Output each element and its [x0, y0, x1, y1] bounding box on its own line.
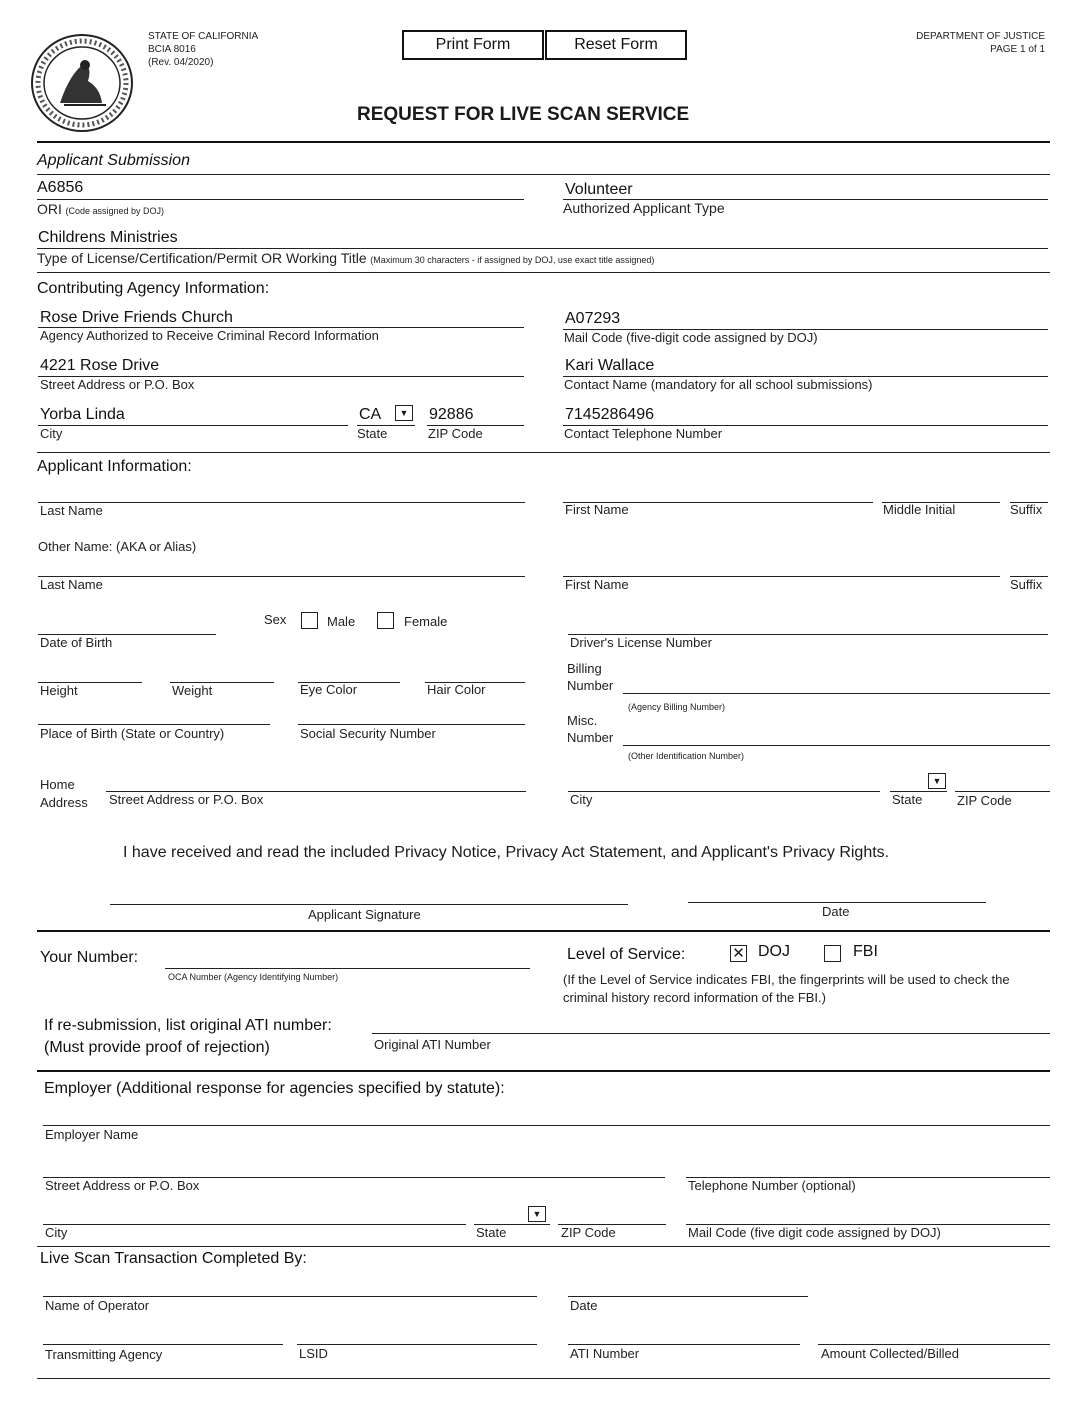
agency-name-field[interactable]: Rose Drive Friends Church — [40, 309, 233, 326]
alias-last-name-label: Last Name — [40, 577, 103, 592]
agency-name-label: Agency Authorized to Receive Criminal Record Information — [40, 328, 379, 343]
home-state-label: State — [892, 792, 923, 807]
privacy-statement: I have received and read the included Privacy Notice, Privacy Act Statement, and Applicant's Privacy Rights. — [123, 844, 890, 861]
employer-state-label: State — [476, 1225, 507, 1240]
misc-note: (Other Identification Number) — [628, 751, 745, 761]
employer-heading: Employer (Additional response for agencies specified by statute): — [44, 1080, 505, 1097]
header-page: PAGE 1 of 1 — [990, 44, 1045, 55]
level-of-service-label: Level of Service: — [567, 946, 686, 963]
sex-label: Sex — [264, 612, 287, 627]
agency-street-field[interactable]: 4221 Rose Drive — [40, 357, 160, 374]
transmitting-agency-label: Transmitting Agency — [45, 1347, 163, 1362]
agency-city-label: City — [40, 426, 63, 441]
mail-code-field[interactable]: A07293 — [565, 310, 621, 327]
pob-label: Place of Birth (State or Country) — [40, 726, 225, 741]
completed-date-label: Date — [570, 1298, 598, 1313]
print-form-button[interactable]: Print Form — [402, 30, 544, 60]
male-checkbox[interactable] — [301, 612, 318, 629]
ssn-label: Social Security Number — [300, 726, 436, 741]
home-street-label: Street Address or P.O. Box — [109, 792, 264, 807]
employer-zip-label: ZIP Code — [561, 1225, 616, 1240]
header-form-id: BCIA 8016 — [148, 44, 196, 55]
agency-zip-field[interactable]: 92886 — [429, 406, 474, 423]
misc-label: Misc. — [567, 713, 598, 728]
signature-label: Applicant Signature — [308, 907, 421, 922]
agency-state-dropdown-icon[interactable]: ▼ — [395, 405, 413, 421]
home-state-dropdown-icon[interactable]: ▼ — [928, 773, 946, 789]
home-label: Home — [40, 777, 75, 792]
employer-mail-code-label: Mail Code (five digit code assigned by DOJ) — [688, 1225, 941, 1240]
agency-city-field[interactable]: Yorba Linda — [40, 406, 125, 423]
operator-label: Name of Operator — [45, 1298, 150, 1313]
header-department: DEPARTMENT OF JUSTICE — [916, 31, 1045, 42]
agency-state-field[interactable]: CA — [359, 406, 382, 423]
resubmission-label: If re-submission, list original ATI number: — [44, 1017, 332, 1034]
amount-label: Amount Collected/Billed — [821, 1346, 960, 1361]
fbi-note-1: (If the Level of Service indicates FBI, the fingerprints will be used to check the — [563, 972, 1010, 987]
ori-field[interactable]: A6856 — [37, 179, 84, 196]
billing-note: (Agency Billing Number) — [628, 702, 726, 712]
your-number-label: Your Number: — [40, 949, 139, 966]
contact-name-label: Contact Name (mandatory for all school submissions) — [564, 377, 873, 392]
page-title: REQUEST FOR LIVE SCAN SERVICE — [357, 104, 690, 125]
first-name-label: First Name — [565, 502, 629, 517]
employer-state-dropdown-icon[interactable]: ▼ — [528, 1206, 546, 1222]
doj-checkbox[interactable]: ✕ — [730, 945, 747, 962]
resubmission-note: (Must provide proof of rejection) — [44, 1039, 270, 1056]
fbi-label: FBI — [853, 943, 878, 960]
contact-phone-field[interactable]: 7145286496 — [565, 406, 654, 423]
signature-date-label: Date — [822, 904, 850, 919]
fbi-note-2: criminal history record information of the FBI.) — [563, 990, 826, 1005]
applicant-info-heading: Applicant Information: — [37, 458, 192, 475]
employer-name-label: Employer Name — [45, 1127, 139, 1142]
female-checkbox[interactable] — [377, 612, 394, 629]
ori-label: ORI (Code assigned by DOJ) — [37, 201, 165, 217]
reset-form-button[interactable]: Reset Form — [545, 30, 687, 60]
employer-city-label: City — [45, 1225, 68, 1240]
oca-note: OCA Number (Agency Identifying Number) — [168, 972, 339, 982]
header-state: STATE OF CALIFORNIA — [148, 31, 259, 42]
hair-color-label: Hair Color — [427, 682, 486, 697]
address-label: Address — [40, 795, 88, 810]
suffix-label: Suffix — [1010, 502, 1043, 517]
eye-color-label: Eye Color — [300, 682, 358, 697]
original-ati-label: Original ATI Number — [374, 1037, 491, 1052]
applicant-type-field[interactable]: Volunteer — [565, 181, 633, 198]
weight-label: Weight — [172, 683, 213, 698]
completed-by-heading: Live Scan Transaction Completed By: — [40, 1250, 307, 1267]
lsid-label: LSID — [299, 1346, 328, 1361]
agency-street-label: Street Address or P.O. Box — [40, 377, 195, 392]
last-name-label: Last Name — [40, 503, 103, 518]
contributing-agency-heading: Contributing Agency Information: — [37, 280, 270, 297]
other-name-label: Other Name: (AKA or Alias) — [38, 539, 197, 554]
alias-first-name-label: First Name — [565, 577, 629, 592]
agency-state-label: State — [357, 426, 388, 441]
doj-seal-logo — [30, 33, 134, 133]
drivers-license-label: Driver's License Number — [570, 635, 712, 650]
agency-zip-label: ZIP Code — [428, 426, 483, 441]
applicant-submission-heading: Applicant Submission — [37, 152, 190, 169]
middle-initial-label: Middle Initial — [883, 502, 956, 517]
male-label: Male — [327, 614, 356, 629]
female-label: Female — [404, 614, 448, 629]
billing-label-2: Number — [567, 678, 614, 693]
alias-suffix-label: Suffix — [1010, 577, 1043, 592]
ati-number-label: ATI Number — [570, 1346, 640, 1361]
contact-name-field[interactable]: Kari Wallace — [565, 357, 655, 374]
height-label: Height — [40, 683, 78, 698]
working-title-field[interactable]: Childrens Ministries — [38, 229, 178, 246]
contact-phone-label: Contact Telephone Number — [564, 426, 723, 441]
misc-label-2: Number — [567, 730, 614, 745]
header-revision: (Rev. 04/2020) — [148, 57, 214, 68]
home-zip-label: ZIP Code — [957, 793, 1012, 808]
fbi-checkbox[interactable] — [824, 945, 841, 962]
doj-label: DOJ — [758, 943, 790, 960]
applicant-type-label: Authorized Applicant Type — [563, 200, 725, 216]
working-title-label: Type of License/Certification/Permit OR Working Title (Maximum 30 characters - if assigned by DOJ, use exact title assigned) — [37, 250, 655, 266]
employer-phone-label: Telephone Number (optional) — [688, 1178, 856, 1193]
dob-label: Date of Birth — [40, 635, 113, 650]
billing-label: Billing — [567, 661, 602, 676]
mail-code-label: Mail Code (five-digit code assigned by DOJ) — [564, 330, 818, 345]
employer-street-label: Street Address or P.O. Box — [45, 1178, 200, 1193]
home-city-label: City — [570, 792, 593, 807]
